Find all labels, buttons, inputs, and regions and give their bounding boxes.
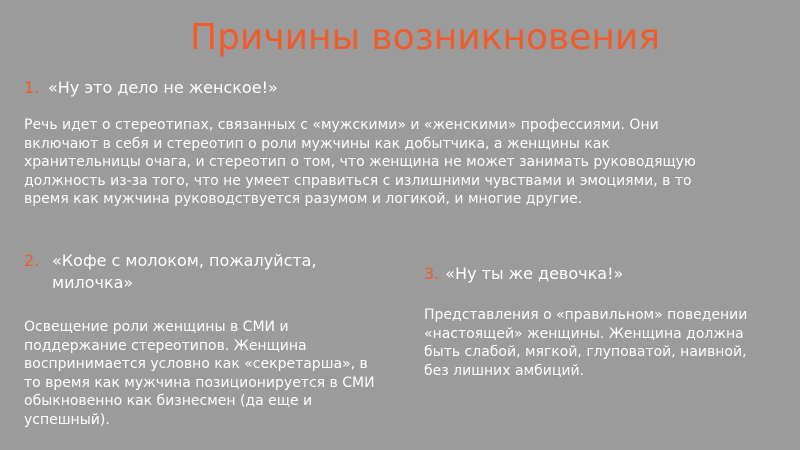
section-2-text: Освещение роли женщины в СМИ и поддержание стереотипов. Женщина воспринимается условно как «секретарша», в то время как мужчина позиционируется в СМИ обыкновенно как бизнесмен (да еще и успешный). — [24, 319, 375, 428]
section-2-heading — [24, 250, 372, 294]
slide-title: Причины возникновения — [190, 17, 660, 58]
section-1-heading — [24, 77, 278, 99]
section-1-text: Речь идет о стереотипах, связанных с «мужскими» и «женскими» профессиями. Они включают в себя и стереотип о роли мужчины как добытчика, а женщины как хранительницы очага, и стереотип о том, что женщина не может занимать руководящую должность из-за того, что не умеет справиться с излишними чувствами и эмоциями, в то время как мужчина руководствуется разумом и логикой, и многие другие. — [24, 117, 696, 207]
section-3-title: «Ну ты же девочка!» — [445, 264, 624, 283]
section-3-text: Представления о «правильном» поведении «настоящей» женщины. Женщина должна быть слабой, мягкой, глуповатой, наивной, без лишних амбиций. — [424, 307, 748, 379]
section-1-title: «Ну это дело не женское!» — [48, 78, 278, 97]
section-3-heading — [424, 263, 623, 285]
section-3-number: 3. — [424, 264, 440, 283]
section-2-number: 2. — [24, 251, 40, 270]
section-2-title: «Кофе с молоком, пожалуйста, милочка» — [52, 251, 317, 292]
section-1-number: 1. — [24, 78, 40, 97]
